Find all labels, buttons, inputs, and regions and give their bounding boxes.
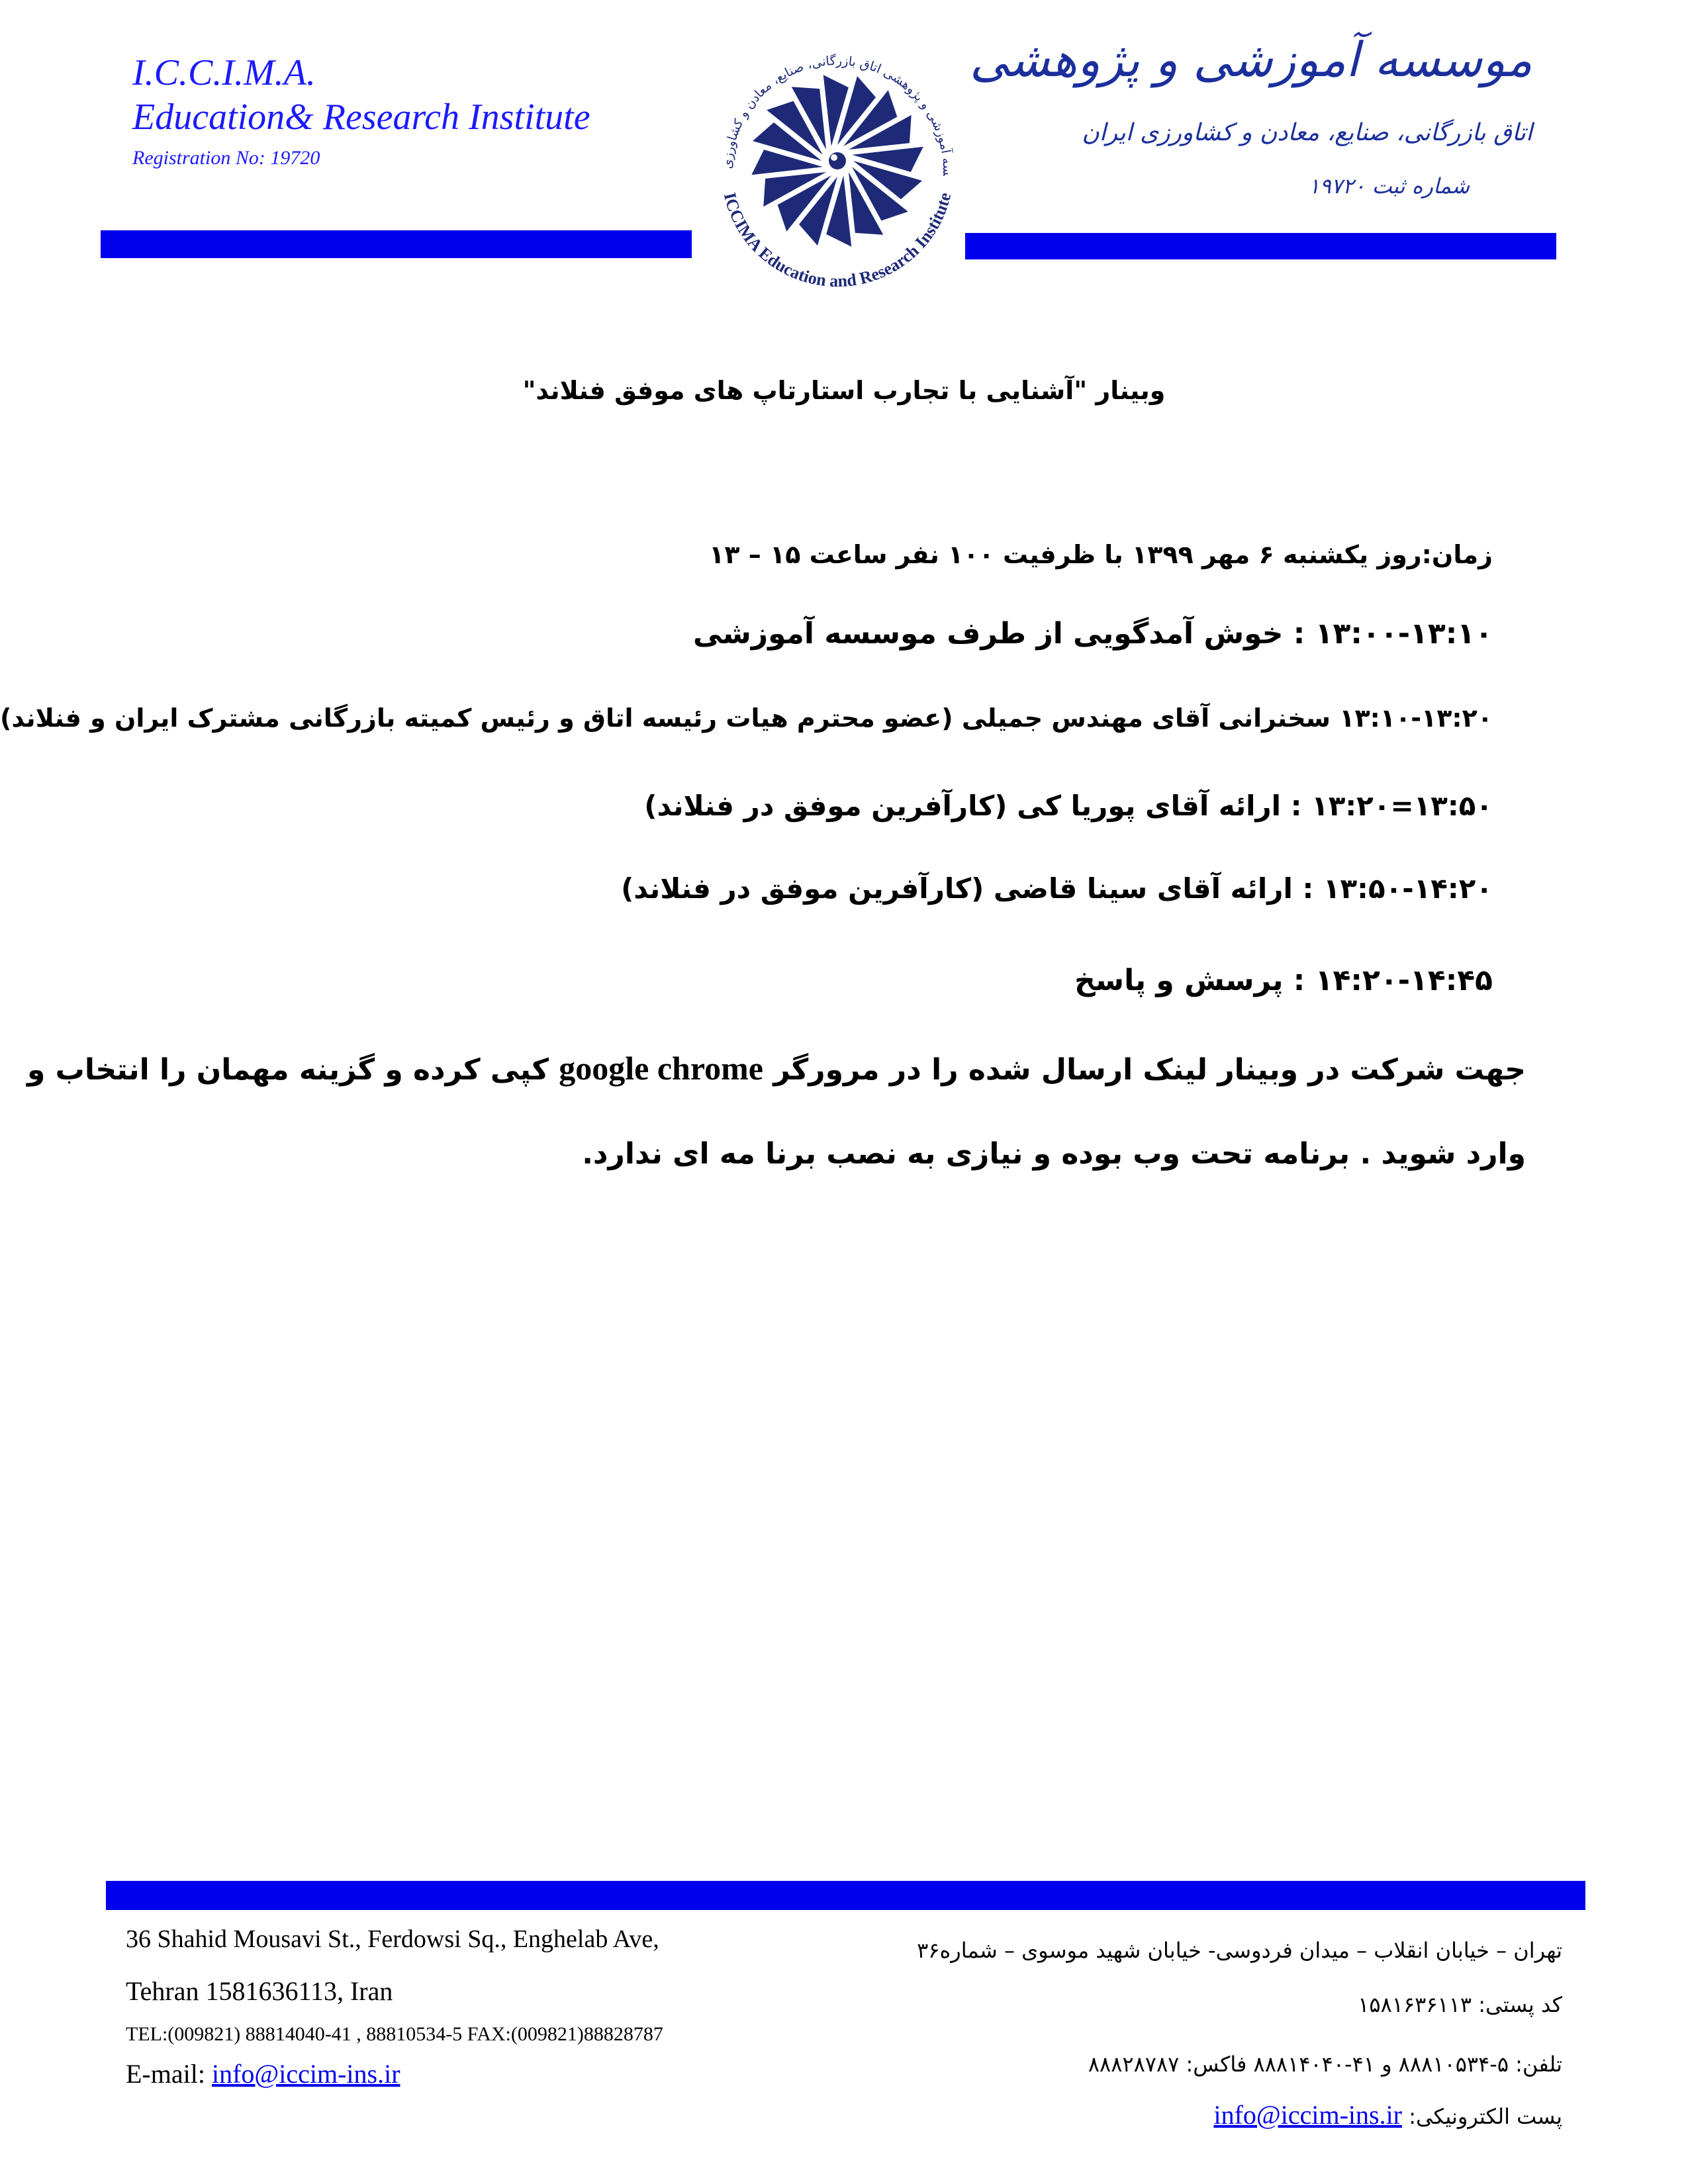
agenda-item: ۱۳:۱۰-۱۳:۲۰ سخنرانی آقای مهندس جمیلی (عضو محترم هیات رئیسه اتاق و رئیس کمیته بازرگانی مشترک ایران و فنلاند) <box>0 704 1493 733</box>
agenda-item: ۱۳:۵۰=۱۳:۲۰ : ارائه آقای پوریا کی (کارآفرین موفق در فنلاند) <box>644 790 1493 822</box>
address-en-line-2: Tehran 1581636113, Iran <box>126 1976 393 2006</box>
address-en-line-1: 36 Shahid Mousavi St., Ferdowsi Sq., Enghelab Ave, <box>126 1925 659 1953</box>
webinar-time: زمان:روز یکشنبه ۶ مهر ۱۳۹۹ با ظرفیت ۱۰۰ نفر ساعت ۱۵ – ۱۳ <box>709 540 1493 569</box>
header-bar-right <box>965 233 1556 259</box>
email-label-en: E-mail: <box>126 2059 205 2089</box>
email-label-fa: پست الکترونیکی: <box>1409 2104 1562 2129</box>
instructions-text: کپی کرده و گزینه مهمان را انتخاب و <box>27 1053 549 1087</box>
registration-number-fa: شماره ثبت ۱۹۷۲۰ <box>1308 173 1470 199</box>
header-bar-left <box>101 230 692 258</box>
browser-name: google chrome <box>559 1050 763 1087</box>
email-row-fa <box>1213 2099 1562 2130</box>
agenda-item: ۱۴:۲۰-۱۴:۴۵ : پرسش و پاسخ <box>1074 964 1493 997</box>
join-instructions-line-2: وارد شوید . برنامه تحت وب بوده و نیازی به نصب برنا مه ای ندارد. <box>582 1137 1526 1171</box>
institute-name-fa: موسسه آموزشی و پژوهشی <box>970 32 1532 87</box>
email-link-fa[interactable]: info@iccim-ins.ir <box>1213 2100 1403 2130</box>
footer-bar <box>106 1881 1585 1910</box>
join-instructions-line-1 <box>27 1049 1526 1087</box>
chamber-name-fa: اتاق بازرگانی، صنایع، معادن و کشاورزی ایران <box>1082 119 1532 146</box>
instructions-text: جهت شرکت در وبینار لینک ارسال شده را در مرورگر <box>773 1053 1526 1087</box>
address-fa: تهران – خیابان انقلاب – میدان فردوسی- خیابان شهید موسوی – شماره۳۶ <box>917 1938 1562 1963</box>
email-row-en <box>126 2058 400 2089</box>
webinar-title: وبینار "آشنایی با تجارب استارتاپ های موفق فنلاند" <box>522 376 1166 405</box>
phone-fax-fa: تلفن: ۵-۸۸۸۱۰۵۳۴ و ۴۱-۸۸۸۱۴۰۴۰ فاکس: ۸۸۸۲۸۷۸۷ <box>1088 2052 1562 2077</box>
agenda-item: ۱۳:۰۰-۱۳:۱۰ : خوش آمدگویی از طرف موسسه آموزشی <box>692 617 1493 651</box>
logo-ring-text-fa: سه آموزشی و پژوهشی اتاق بازرگانی، صنایع، معادن و کشاورزی <box>720 53 955 176</box>
registration-number-en: Registration No: 19720 <box>132 147 320 169</box>
logo-emblem-icon <box>692 25 983 316</box>
institute-logo <box>692 25 983 316</box>
logo-ring-text-en: ICCIMA Education and Research Institute <box>720 191 955 291</box>
agenda-item: ۱۳:۵۰-۱۴:۲۰ : ارائه آقای سینا قاضی (کارآفرین موفق در فنلاند) <box>621 872 1493 905</box>
institute-name-en: I.C.C.I.M.A. <box>132 52 316 93</box>
postal-code-fa: کد پستی: ۱۵۸۱۶۳۶۱۱۳ <box>1358 1992 1562 2017</box>
phone-fax-en: TEL:(009821) 88814040-41 , 88810534-5 FAX:(009821)88828787 <box>126 2023 663 2045</box>
email-link-en[interactable]: info@iccim-ins.ir <box>211 2059 400 2089</box>
institute-subtitle-en: Education& Research Institute <box>132 97 590 138</box>
